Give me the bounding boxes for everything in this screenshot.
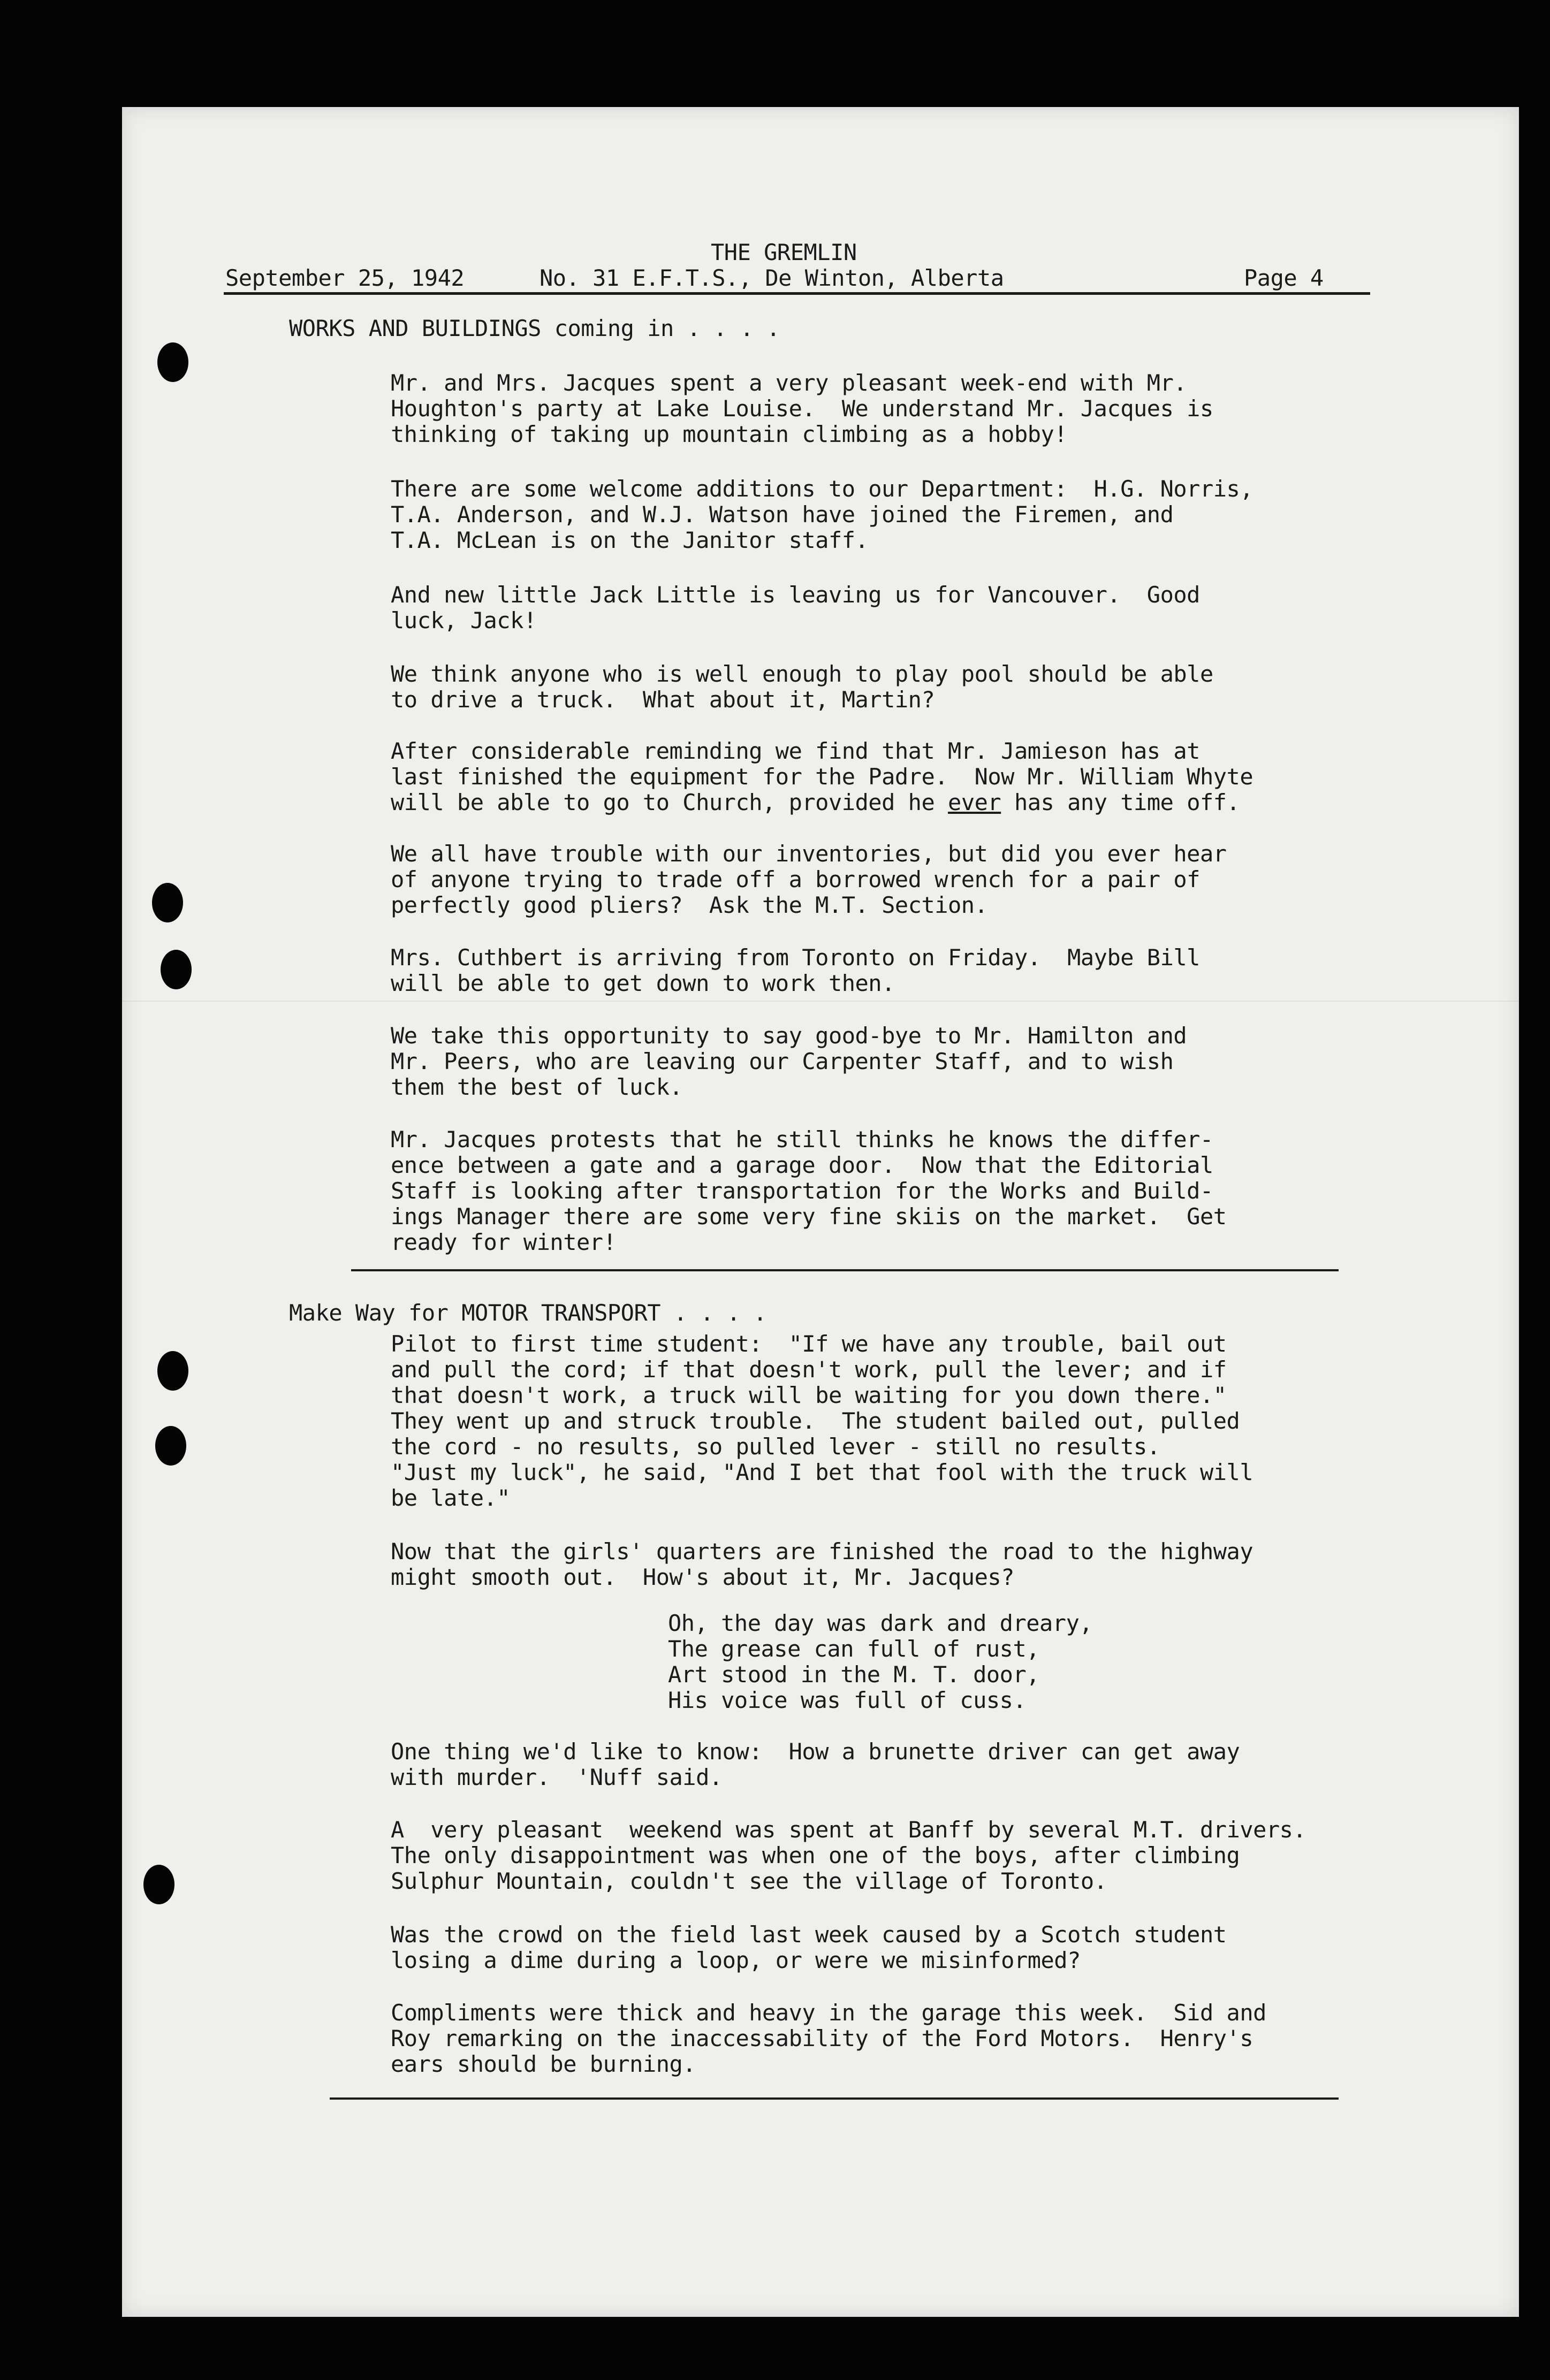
- underlined-word: ever: [948, 789, 1001, 815]
- text-line: And new little Jack Little is leaving us for Vancouver. Good: [391, 582, 1200, 608]
- text-line: T.A. McLean is on the Janitor staff.: [391, 527, 869, 553]
- section-heading-motor-transport: Make Way for MOTOR TRANSPORT . . . .: [289, 1300, 767, 1326]
- poem-line: Oh, the day was dark and dreary,: [668, 1610, 1093, 1636]
- text-line: Staff is looking after transportation for the Works and Build-: [391, 1178, 1213, 1204]
- unit-location: No. 31 E.F.T.S., De Winton, Alberta: [540, 265, 1004, 291]
- text-line: to drive a truck. What about it, Martin?: [391, 686, 935, 713]
- text-line: There are some welcome additions to our Department: H.G. Norris,: [391, 476, 1253, 502]
- text-line: They went up and struck trouble. The student bailed out, pulled: [391, 1408, 1240, 1434]
- text-line: We think anyone who is well enough to play pool should be able: [391, 661, 1213, 687]
- punch-hole: [161, 950, 192, 989]
- text-line: with murder. 'Nuff said.: [391, 1764, 723, 1790]
- text-line: One thing we'd like to know: How a brunette driver can get away: [391, 1738, 1240, 1765]
- text-line: Mrs. Cuthbert is arriving from Toronto on Friday. Maybe Bill: [391, 944, 1200, 971]
- text-line: luck, Jack!: [391, 607, 537, 634]
- text-line: The only disappointment was when one of the boys, after climbing: [391, 1842, 1240, 1868]
- punch-hole: [143, 1865, 174, 1904]
- text-line: Now that the girls' quarters are finished the road to the highway: [391, 1538, 1253, 1565]
- text-line: Mr. Jacques protests that he still thinks he knows the differ-: [391, 1126, 1213, 1153]
- text-line: We all have trouble with our inventories, but did you ever hear: [391, 841, 1227, 867]
- text-line: will be able to go to Church, provided he ever has any time off.: [391, 789, 1240, 815]
- punch-hole: [155, 1426, 186, 1466]
- text-line: that doesn't work, a truck will be waiting for you down there.": [391, 1382, 1227, 1408]
- text-line: ears should be burning.: [391, 2051, 696, 2077]
- closing-rule: [330, 2097, 1339, 2100]
- punch-hole: [157, 1351, 188, 1391]
- text-line: Mr. Peers, who are leaving our Carpenter Staff, and to wish: [391, 1048, 1174, 1074]
- text-line: "Just my luck", he said, "And I bet that fool with the truck will: [391, 1459, 1253, 1485]
- document-page: [122, 107, 1519, 2317]
- text-line: will be able to get down to work then.: [391, 970, 895, 996]
- text-line: We take this opportunity to say good-bye to Mr. Hamilton and: [391, 1023, 1187, 1049]
- text-line: might smooth out. How's about it, Mr. Jacques?: [391, 1564, 1014, 1590]
- newsletter-title: THE GREMLIN: [711, 239, 857, 265]
- text-line: losing a dime during a loop, or were we misinformed?: [391, 1947, 1081, 1973]
- issue-date: September 25, 1942: [225, 265, 465, 291]
- text-line: Compliments were thick and heavy in the garage this week. Sid and: [391, 2000, 1266, 2026]
- text-line: ready for winter!: [391, 1229, 617, 1255]
- text-line: ence between a gate and a garage door. Now that the Editorial: [391, 1152, 1213, 1178]
- text-line: Pilot to first time student: "If we have any trouble, bail out: [391, 1331, 1227, 1357]
- header-rule: [224, 292, 1370, 295]
- section-divider: [351, 1269, 1339, 1271]
- text-line: of anyone trying to trade off a borrowed wrench for a pair of: [391, 866, 1200, 892]
- text-line: perfectly good pliers? Ask the M.T. Section.: [391, 892, 988, 918]
- text-line: Roy remarking on the inaccessability of the Ford Motors. Henry's: [391, 2025, 1253, 2051]
- text-line: last finished the equipment for the Padre. Now Mr. William Whyte: [391, 764, 1253, 790]
- text-line: and pull the cord; if that doesn't work, pull the lever; and if: [391, 1356, 1227, 1383]
- text-line: the cord - no results, so pulled lever - still no results.: [391, 1433, 1160, 1460]
- text-line: Mr. and Mrs. Jacques spent a very pleasant week-end with Mr.: [391, 370, 1187, 396]
- page-fold-line: [122, 1001, 1519, 1002]
- text-line: T.A. Anderson, and W.J. Watson have joined the Firemen, and: [391, 501, 1174, 528]
- poem-line: His voice was full of cuss.: [668, 1687, 1027, 1713]
- text-line: be late.": [391, 1485, 511, 1511]
- poem-line: Art stood in the M. T. door,: [668, 1661, 1040, 1688]
- section-heading-works-buildings: WORKS AND BUILDINGS coming in . . . .: [289, 315, 780, 341]
- page-number: Page 4: [1244, 265, 1324, 291]
- text-line: Houghton's party at Lake Louise. We understand Mr. Jacques is: [391, 395, 1213, 422]
- text-line: After considerable reminding we find that Mr. Jamieson has at: [391, 738, 1200, 764]
- poem-line: The grease can full of rust,: [668, 1636, 1040, 1662]
- text-line: ings Manager there are some very fine skiis on the market. Get: [391, 1203, 1227, 1230]
- text-line: Sulphur Mountain, couldn't see the village of Toronto.: [391, 1868, 1107, 1894]
- punch-hole: [157, 342, 188, 382]
- text-line: A very pleasant weekend was spent at Banff by several M.T. drivers.: [391, 1817, 1306, 1843]
- text-line: Was the crowd on the field last week caused by a Scotch student: [391, 1921, 1227, 1948]
- text-line: them the best of luck.: [391, 1074, 683, 1100]
- punch-hole: [152, 883, 183, 922]
- text-line: thinking of taking up mountain climbing as a hobby!: [391, 421, 1068, 447]
